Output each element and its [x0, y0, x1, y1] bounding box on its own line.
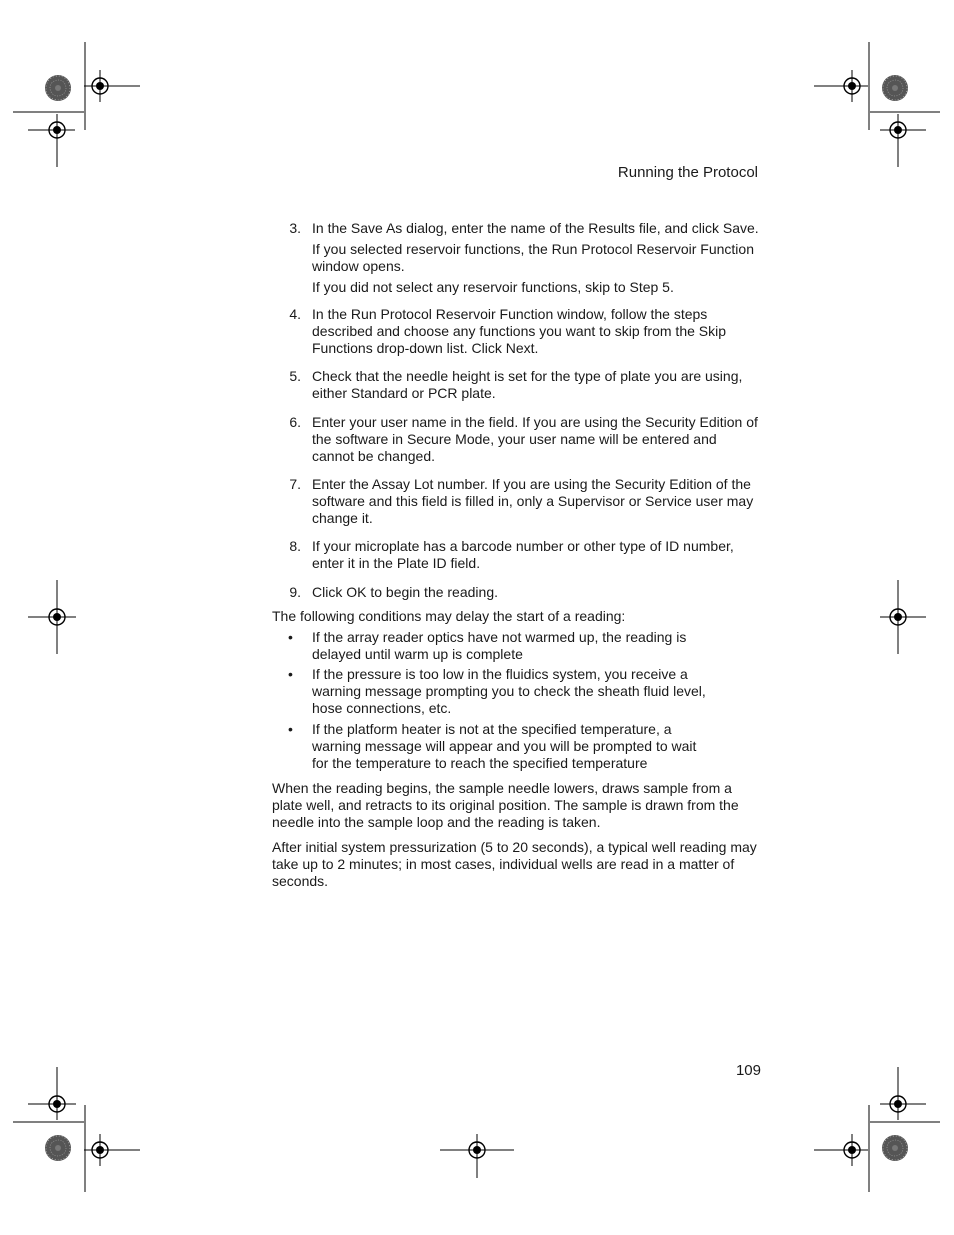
bullet-icon: • — [288, 721, 293, 737]
starburst-mark-icon — [882, 1135, 908, 1161]
step-text: If your microplate has a barcode number or other type of ID number, enter it in the Plate ID field. — [312, 538, 734, 571]
bullet-icon: • — [288, 629, 293, 645]
body-paragraph: When the reading begins, the sample needle lowers, draws sample from a plate well, and retracts to its original position. The sample is drawn from the needle into the sample loop and the reading is taken. — [272, 780, 739, 830]
step-text: In the Run Protocol Reservoir Function window, follow the steps described and choose any functions you want to skip from the Skip Functions drop-down list. Click Next. — [312, 306, 727, 356]
bullet-text: If the pressure is too low in the fluidics system, you receive a warning message prompting you to check the sheath fluid level, hose connections, etc. — [312, 666, 706, 716]
conditions-intro: The following conditions may delay the start of a reading: — [272, 608, 626, 624]
starburst-mark-icon — [45, 75, 71, 101]
step-6 — [272, 414, 762, 465]
bullet-text: If the platform heater is not at the specified temperature, a warning message will appear and you will be prompted to wait for the temperature to reach the specified temperature — [312, 721, 697, 771]
step-number: 3. — [289, 220, 301, 236]
bullet-icon: • — [288, 666, 293, 682]
starburst-mark-icon — [882, 75, 908, 101]
step-number: 6. — [289, 414, 301, 430]
page-number: 109 — [735, 1062, 761, 1079]
step-number: 7. — [289, 476, 301, 492]
running-header: Running the Protocol — [617, 164, 758, 181]
step-number: 5. — [289, 368, 301, 384]
bullet-item — [272, 666, 762, 717]
step-text: Click OK to begin the reading. — [312, 584, 498, 600]
step-number: 9. — [289, 584, 301, 600]
bullet-item — [272, 629, 762, 663]
step-3 — [272, 220, 762, 296]
step-text: Check that the needle height is set for the type of plate you are using, either Standard or PCR plate. — [312, 368, 743, 401]
step-text: If you selected reservoir functions, the Run Protocol Reservoir Function window opens. — [312, 241, 754, 274]
step-text: Enter the Assay Lot number. If you are using the Security Edition of the software and this field is filled in, only a Supervisor or Service user may change it. — [312, 476, 754, 526]
step-7 — [272, 476, 762, 527]
bullet-item — [272, 721, 762, 772]
step-9 — [272, 584, 762, 601]
bullet-text: If the array reader optics have not warmed up, the reading is delayed until warm up is complete — [312, 629, 687, 662]
step-text: Enter your user name in the field. If you are using the Security Edition of the software in Secure Mode, your user name will be entered and cannot be changed. — [312, 414, 758, 464]
step-text: In the Save As dialog, enter the name of the Results file, and click Save. — [312, 220, 759, 236]
starburst-mark-icon — [45, 1135, 71, 1161]
step-text: If you did not select any reservoir functions, skip to Step 5. — [312, 279, 674, 295]
step-4 — [272, 306, 762, 357]
step-number: 4. — [289, 306, 301, 322]
step-5 — [272, 368, 762, 402]
body-paragraph: After initial system pressurization (5 to 20 seconds), a typical well reading may take up to 2 minutes; in most cases, individual wells are read in a matter of seconds. — [272, 839, 757, 889]
step-8 — [272, 538, 762, 572]
step-number: 8. — [289, 538, 301, 554]
